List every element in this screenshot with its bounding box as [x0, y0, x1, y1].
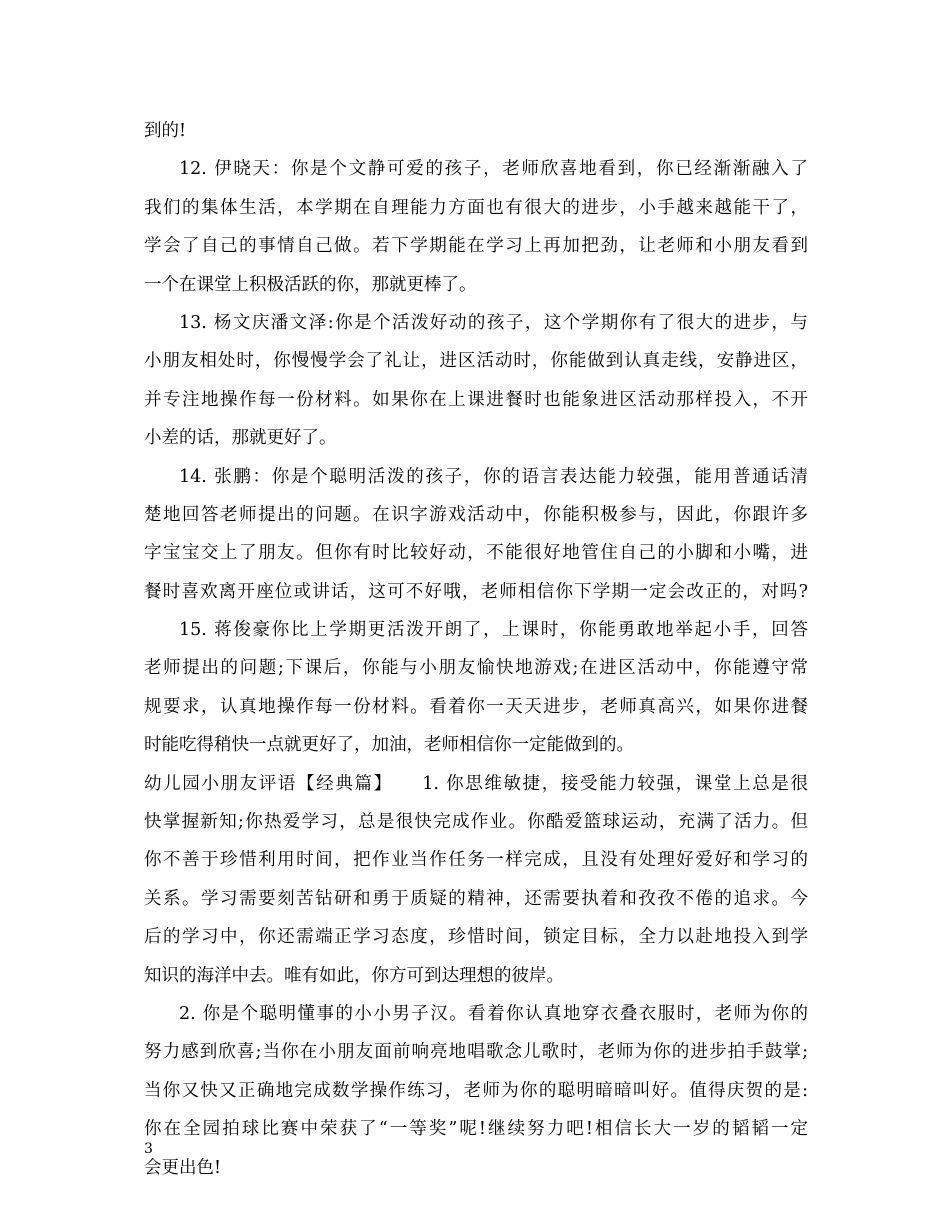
text-line: 幼儿园小朋友评语【经典篇】 1. 你思维敏捷，接受能力较强，课堂上总是很	[144, 773, 808, 794]
text-line: 知识的海洋中去。唯有如此，你方可到达理想的彼岸。	[144, 965, 564, 986]
text-line: 2. 你是个聪明懂事的小小男子汉。看着你认真地穿衣叠衣服时，老师为你的	[179, 1003, 808, 1024]
text-line: 到的!	[144, 121, 187, 141]
text-line: 你不善于珍惜利用时间，把作业当作任务一样完成，且没有处理好爱好和学习的	[144, 850, 808, 871]
page-number: 3	[144, 1141, 153, 1157]
text-line: 15. 蒋俊豪你比上学期更活泼开朗了，上课时，你能勇敢地举起小手，回答	[179, 620, 808, 641]
text-line: 字宝宝交上了朋友。但你有时比较好动，不能很好地管住自己的小脚和小嘴，进	[144, 543, 808, 564]
text-line: 小差的话，那就更好了。	[144, 428, 337, 449]
text-line: 会更出色!	[144, 1157, 222, 1178]
text-line: 你在全园拍球比赛中荣获了“一等奖”呢!继续努力吧!相信长大一岁的韬韬一定	[144, 1119, 808, 1140]
text-line: 快掌握新知;你热爱学习，总是很快完成作业。你酷爱篮球运动，充满了活力。但	[144, 812, 808, 833]
text-line: 后的学习中，你还需端正学习态度，珍惜时间，锁定目标，全力以赴地投入到学	[144, 927, 808, 948]
document-body	[144, 112, 808, 1187]
text-line: 当你又快又正确地完成数学操作练习，老师为你的聪明暗暗叫好。值得庆贺的是:	[144, 1080, 808, 1101]
text-line: 我们的集体生活，本学期在自理能力方面也有很大的进步，小手越来越能干了，	[144, 197, 808, 218]
text-line: 一个在课堂上积极活跃的你，那就更棒了。	[144, 274, 477, 295]
text-line: 时能吃得稍快一点就更好了，加油，老师相信你一定能做到的。	[144, 735, 634, 756]
text-line: 学会了自己的事情自己做。若下学期能在学习上再加把劲，让老师和小朋友看到	[144, 236, 808, 257]
text-line: 老师提出的问题;下课后，你能与小朋友愉快地游戏;在进区活动中，你能遵守常	[144, 658, 808, 679]
text-line: 规要求，认真地操作每一份材料。看着你一天天进步，老师真高兴，如果你进餐	[144, 696, 808, 717]
text-line: 小朋友相处时，你慢慢学会了礼让，进区活动时，你能做到认真走线，安静进区，	[144, 351, 808, 372]
text-line: 楚地回答老师提出的问题。在识字游戏活动中，你能积极参与，因此，你跟许多	[144, 504, 808, 525]
text-line: 餐时喜欢离开座位或讲话，这可不好哦，老师相信你下学期一定会改正的，对吗?	[144, 581, 808, 602]
text-line: 14. 张鹏：你是个聪明活泼的孩子，你的语言表达能力较强，能用普通话清	[179, 466, 808, 487]
text-line: 努力感到欣喜;当你在小朋友面前响亮地唱歌念儿歌时，老师为你的进步拍手鼓掌;	[144, 1042, 808, 1063]
text-line: 并专注地操作每一份材料。如果你在上课进餐时也能象进区活动那样投入，不开	[144, 389, 808, 410]
text-line: 关系。学习需要刻苦钻研和勇于质疑的精神，还需要执着和孜孜不倦的追求。今	[144, 888, 808, 909]
text-line: 13. 杨文庆潘文泽:你是个活泼好动的孩子，这个学期你有了很大的进步，与	[179, 312, 808, 333]
text-line: 12. 伊晓天：你是个文静可爱的孩子，老师欣喜地看到，你已经渐渐融入了	[179, 159, 808, 180]
